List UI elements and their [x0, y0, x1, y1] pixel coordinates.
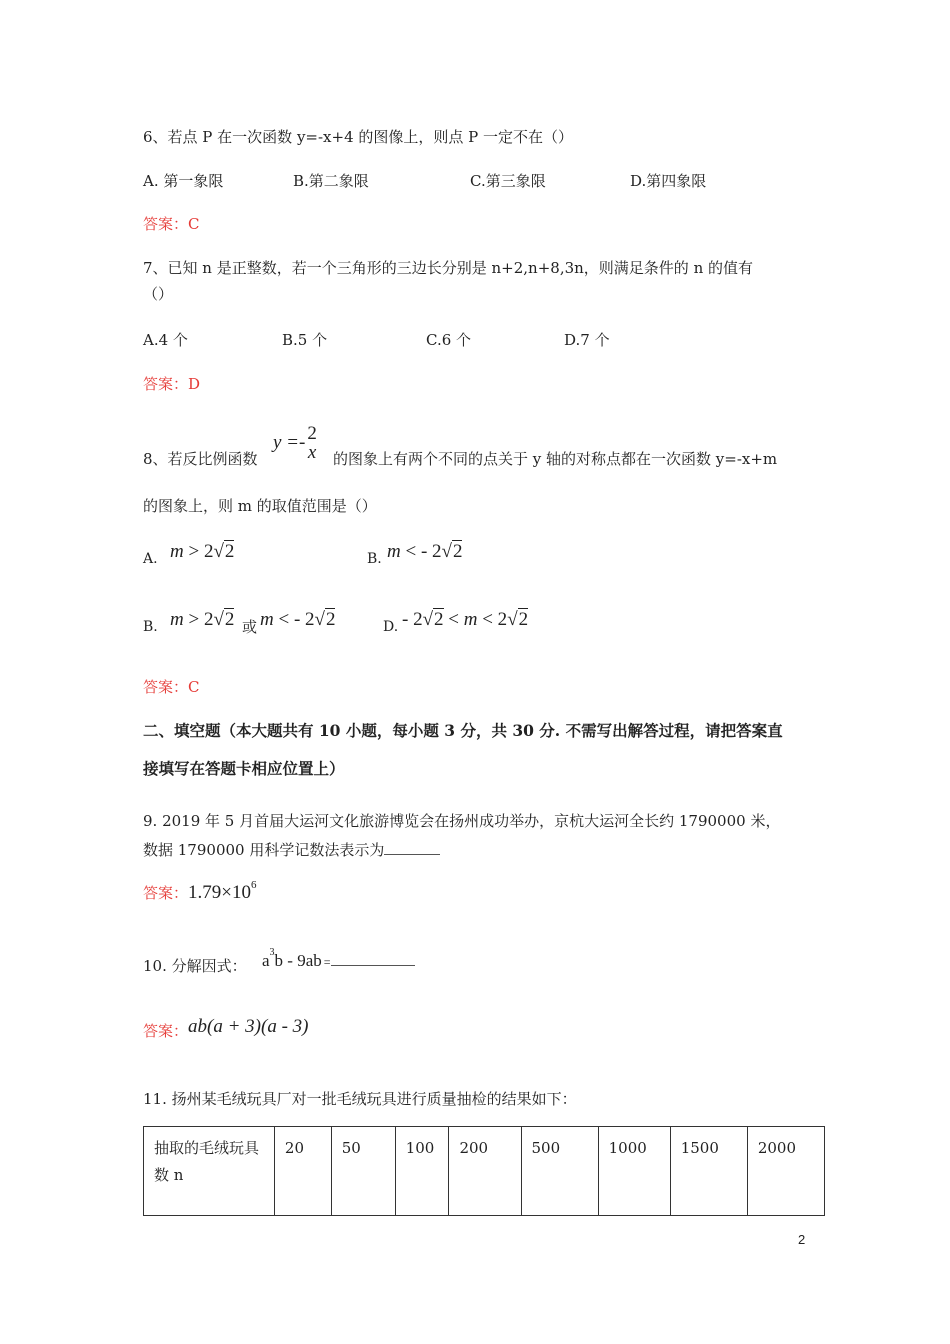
q6-answer: 答案：C: [143, 215, 200, 233]
sqrt-icon: √: [422, 609, 434, 630]
sqrt-radicand: 2: [224, 541, 235, 562]
sqrt-icon: √: [507, 609, 518, 630]
q10-answer-label: 答案：: [143, 1022, 189, 1040]
q9-answer: [143, 879, 257, 905]
q8-func-num: 2: [307, 423, 317, 444]
sqrt-icon: √: [314, 609, 325, 630]
q6-stem: 6、若点 P 在一次函数 y=-x+4 的图像上，则点 P 一定不在（）: [143, 128, 574, 146]
math-op: > 2: [183, 609, 214, 630]
q10-expr-rest: b - 9ab: [274, 951, 322, 970]
q8-option-b2-or: 或: [242, 618, 258, 636]
sqrt-icon: √: [441, 541, 452, 562]
q9-answer-base: 1.79×10: [188, 882, 251, 903]
q7-option-c: C.6 个: [426, 331, 472, 349]
table-cell: 1500: [670, 1127, 747, 1216]
q8-option-b2-label: B.: [143, 619, 158, 635]
q6-option-c: C.第三象限: [470, 172, 546, 190]
var-m: m: [170, 609, 184, 630]
math-op: < - 2: [273, 609, 315, 630]
q8-func-fraction: [307, 424, 317, 462]
q6-option-d: D.第四象限: [630, 172, 707, 190]
var-m: m: [170, 541, 184, 562]
sqrt-radicand: 2: [325, 609, 336, 630]
q8-option-b2-math2: [260, 609, 335, 632]
table-header-cell: 抽取的毛绒玩具数 n: [144, 1127, 275, 1216]
sqrt-icon: √: [213, 609, 224, 630]
q8-function: [273, 418, 317, 468]
q7-answer: 答案：D: [143, 375, 201, 393]
table-cell: 100: [395, 1127, 449, 1216]
math-op: - 2: [402, 609, 423, 630]
q8-option-b1-math: [387, 541, 462, 564]
q9-stem-line1: 9. 2019 年 5 月首届大运河文化旅游博览会在扬州成功举办，京杭大运河全长约 1790000 米，: [143, 812, 781, 830]
q10-answer-blank: [331, 951, 415, 966]
q6-option-a: A. 第一象限: [143, 172, 224, 190]
table-cell: 500: [521, 1127, 598, 1216]
q8-answer: 答案：C: [143, 678, 200, 696]
q7-option-b: B.5 个: [282, 331, 328, 349]
q11-stem: 11. 扬州某毛绒玩具厂对一批毛绒玩具进行质量抽检的结果如下：: [143, 1090, 577, 1108]
math-op: <: [443, 609, 464, 630]
table-cell: 20: [274, 1127, 331, 1216]
table-row: [144, 1127, 825, 1216]
section2-heading-line2: 接填写在答题卡相应位置上）: [143, 759, 345, 778]
q10-expr-a: a: [262, 951, 270, 970]
q8-stem-prefix: 8、若反比例函数: [143, 450, 258, 468]
q10-equals: =: [323, 955, 331, 969]
q8-option-b1-label: B.: [367, 551, 382, 567]
q9-answer-blank: [384, 840, 440, 855]
table-cell: 2000: [747, 1127, 824, 1216]
table-cell: 1000: [598, 1127, 670, 1216]
q7-option-a: A.4 个: [143, 331, 188, 349]
q8-option-d-math: [402, 609, 528, 632]
q7-stem-line2: （）: [143, 285, 174, 303]
q7-option-d: D.7 个: [564, 331, 610, 349]
q11-table: [143, 1126, 825, 1216]
q9-stem-line2-text: 数据 1790000 用科学记数法表示为: [143, 841, 385, 859]
q9-answer-label: 答案：: [143, 884, 189, 902]
q9-answer-exponent: 6: [250, 879, 257, 891]
sqrt-radicand: 2: [224, 609, 235, 630]
q10-expr-exponent: 3: [269, 947, 275, 959]
q9-stem-line2: [143, 840, 440, 859]
var-m: m: [387, 541, 401, 562]
q10-stem: 10. 分解因式：: [143, 957, 247, 975]
q8-func-den: x: [307, 442, 317, 463]
sqrt-icon: √: [213, 541, 224, 562]
math-op: < 2: [477, 609, 508, 630]
q8-stem-line2: 的图象上，则 m 的取值范围是（）: [143, 497, 377, 515]
q10-answer: [143, 1016, 308, 1039]
table-cell: 200: [449, 1127, 521, 1216]
sqrt-radicand: 2: [434, 609, 444, 630]
q8-option-a-label: A.: [143, 551, 158, 567]
page-number: 2: [798, 1232, 806, 1247]
q8-option-d-label: D.: [383, 619, 399, 635]
sqrt-radicand: 2: [452, 541, 463, 562]
table-cell: 50: [331, 1127, 395, 1216]
q8-func-lhs: y =-: [273, 431, 306, 453]
math-op: < - 2: [400, 541, 442, 562]
sqrt-radicand: 2: [518, 609, 529, 630]
q10-answer-math: ab(a + 3)(a - 3): [188, 1016, 309, 1037]
q8-option-b2-math1: [170, 609, 234, 632]
math-op: > 2: [183, 541, 214, 562]
q6-option-b: B.第二象限: [293, 172, 369, 190]
section2-heading-line1: 二、填空题（本大题共有 10 小题，每小题 3 分，共 30 分. 不需写出解答过程，请把答案直: [143, 721, 783, 740]
q8-option-a-math: [170, 541, 234, 564]
q10-expression: [262, 947, 415, 971]
q7-stem-line1: 7、已知 n 是正整数，若一个三角形的三边长分别是 n+2,n+8,3n，则满足条件的 n 的值有: [143, 259, 753, 277]
var-m: m: [463, 609, 478, 630]
var-m: m: [260, 609, 274, 630]
q8-stem-suffix: 的图象上有两个不同的点关于 y 轴的对称点都在一次函数 y=-x+m: [333, 450, 778, 468]
